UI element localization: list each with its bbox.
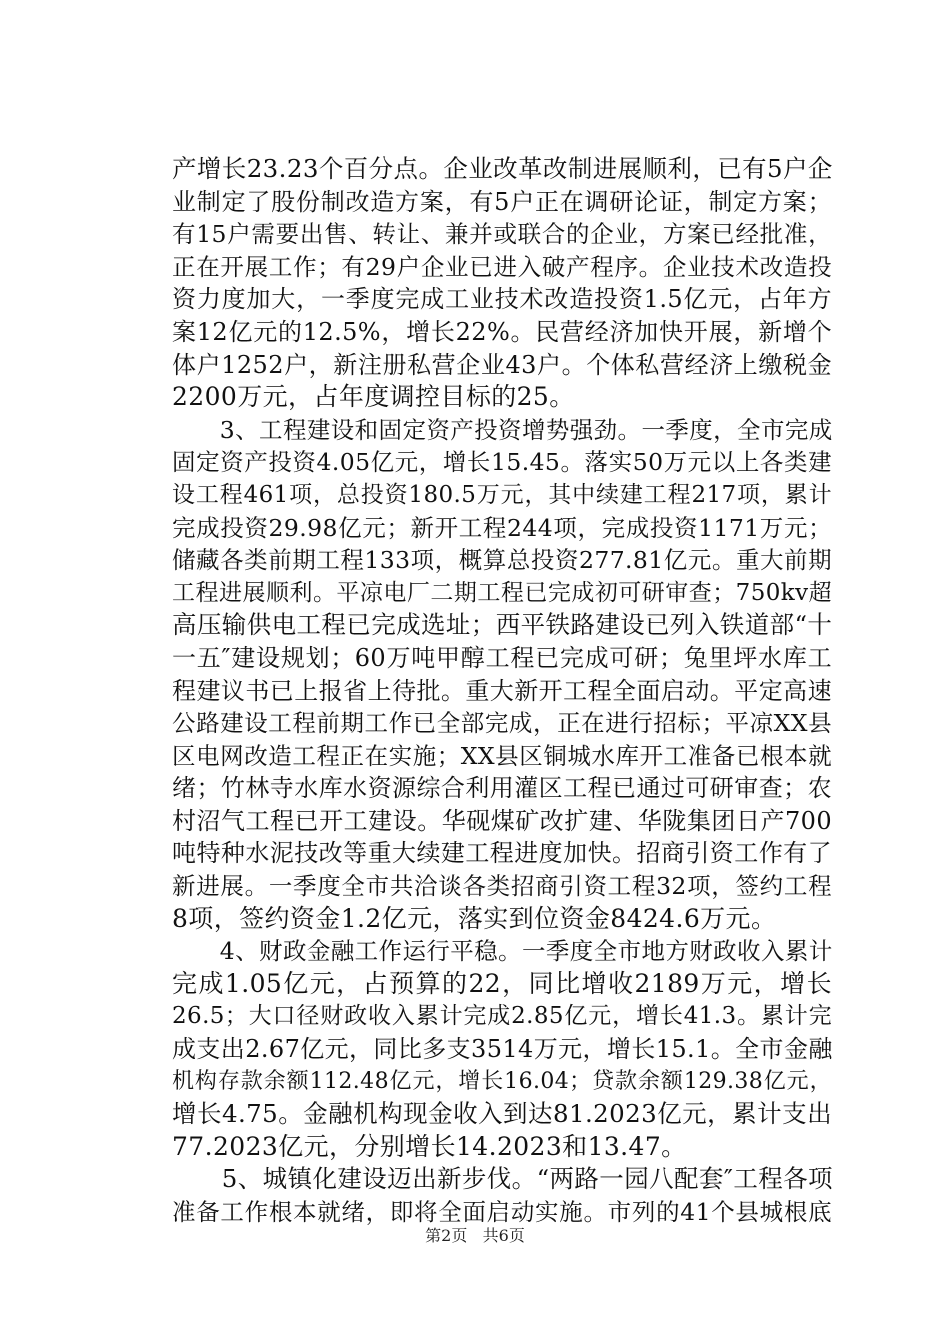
text-line: 77.2023亿元，分别增长14.2023和13.47。 <box>172 1131 687 1161</box>
text-line: 绪；竹林寺水库水资源综合利用灌区工程已通过可研审查；农 <box>172 774 832 803</box>
document-body <box>172 153 832 1229</box>
text-line: 2200万元，占年度调控目标的25。 <box>172 382 575 412</box>
text-line: 机构存款余额112.48亿元，增长16.04；贷款余额129.38亿元， <box>172 1068 832 1094</box>
text-line: 固定资产投资4.05亿元，增长15.45。落实50万元以上各类建 <box>172 448 832 477</box>
text-line: 案12亿元的12.5%，增长22%。民营经济加快开展，新增个 <box>172 317 832 346</box>
text-line: 完成投资29.98亿元；新开工程244项，完成投资1171万元； <box>172 513 832 542</box>
text-line: 5、城镇化建设迈出新步伐。“两路一园八配套″工程各项 <box>172 1164 833 1194</box>
text-line: 区电网改造工程正在实施；XX县区铜城水库开工准备已根本就 <box>172 741 832 770</box>
text-line: 设工程461项，总投资180.5万元，其中续建工程217项，累计 <box>172 481 832 508</box>
text-line: 吨特种水泥技改等重大续建工程进度加快。招商引资工作有了 <box>172 839 832 868</box>
page-footer <box>0 1223 950 1246</box>
text-line: 正在开展工作；有29户企业已进入破产程序。企业技术改造投 <box>172 252 832 281</box>
text-line: 工程进展顺利。平凉电厂二期工程已完成初可研审查；750kv超 <box>172 579 832 606</box>
text-line: 26.5；大口径财政收入累计完成2.85亿元，增长41.3。累计完 <box>172 1003 832 1030</box>
text-line: 资力度加大，一季度完成工业技术改造投资1.5亿元，占年方 <box>172 285 832 314</box>
text-line: 公路建设工程前期工作已全部完成，正在进行招标；平凉XX县 <box>172 709 832 738</box>
text-line: 8项，签约资金1.2亿元，落实到位资金8424.6万元。 <box>172 903 777 933</box>
page-number: 第2页 <box>425 1226 468 1245</box>
text-line: 新进展。一季度全市共洽谈各类招商引资工程32项，签约工程 <box>172 872 832 901</box>
page-total: 共6页 <box>482 1226 525 1245</box>
text-line: 储藏各类前期工程133项，概算总投资277.81亿元。重大前期 <box>172 546 832 575</box>
text-line: 高压输供电工程已完成选址；西平铁路建设已列入铁道部“十 <box>172 610 833 640</box>
text-line: 产增长23.23个百分点。企业改革改制进展顺利，已有5户企 <box>172 154 833 183</box>
text-line: 4、财政金融工作运行平稳。一季度全市地方财政收入累计 <box>172 937 833 966</box>
text-line: 一五″建设规划；60万吨甲醇工程已完成可研；兔里坪水库工 <box>172 643 832 672</box>
text-line: 村沼气工程已开工建设。华砚煤矿改扩建、华陇集团日产700 <box>172 806 832 835</box>
text-line: 业制定了股份制改造方案，有5户正在调研论证，制定方案； <box>172 187 832 216</box>
text-line: 体户1252户，新注册私营企业43户。个体私营经济上缴税金 <box>172 350 832 379</box>
text-line: 3、工程建设和固定资产投资增势强劲。一季度，全市完成 <box>172 415 833 444</box>
text-line: 完成1.05亿元，占预算的22，同比增收2189万元，增长 <box>172 968 832 998</box>
text-line: 准备工作根本就绪，即将全面启动实施。市列的41个县城根底 <box>172 1198 832 1226</box>
text-line: 程建议书已上报省上待批。重大新开工程全面启动。平定高速 <box>172 676 832 705</box>
text-line: 成支出2.67亿元，同比多支3514万元，增长15.1。全市金融 <box>172 1035 833 1064</box>
text-line: 有15户需要出售、转让、兼并或联合的企业，方案已经批准， <box>172 220 832 249</box>
text-line: 增长4.75。金融机构现金收入到达81.2023亿元，累计支出 <box>172 1099 832 1129</box>
